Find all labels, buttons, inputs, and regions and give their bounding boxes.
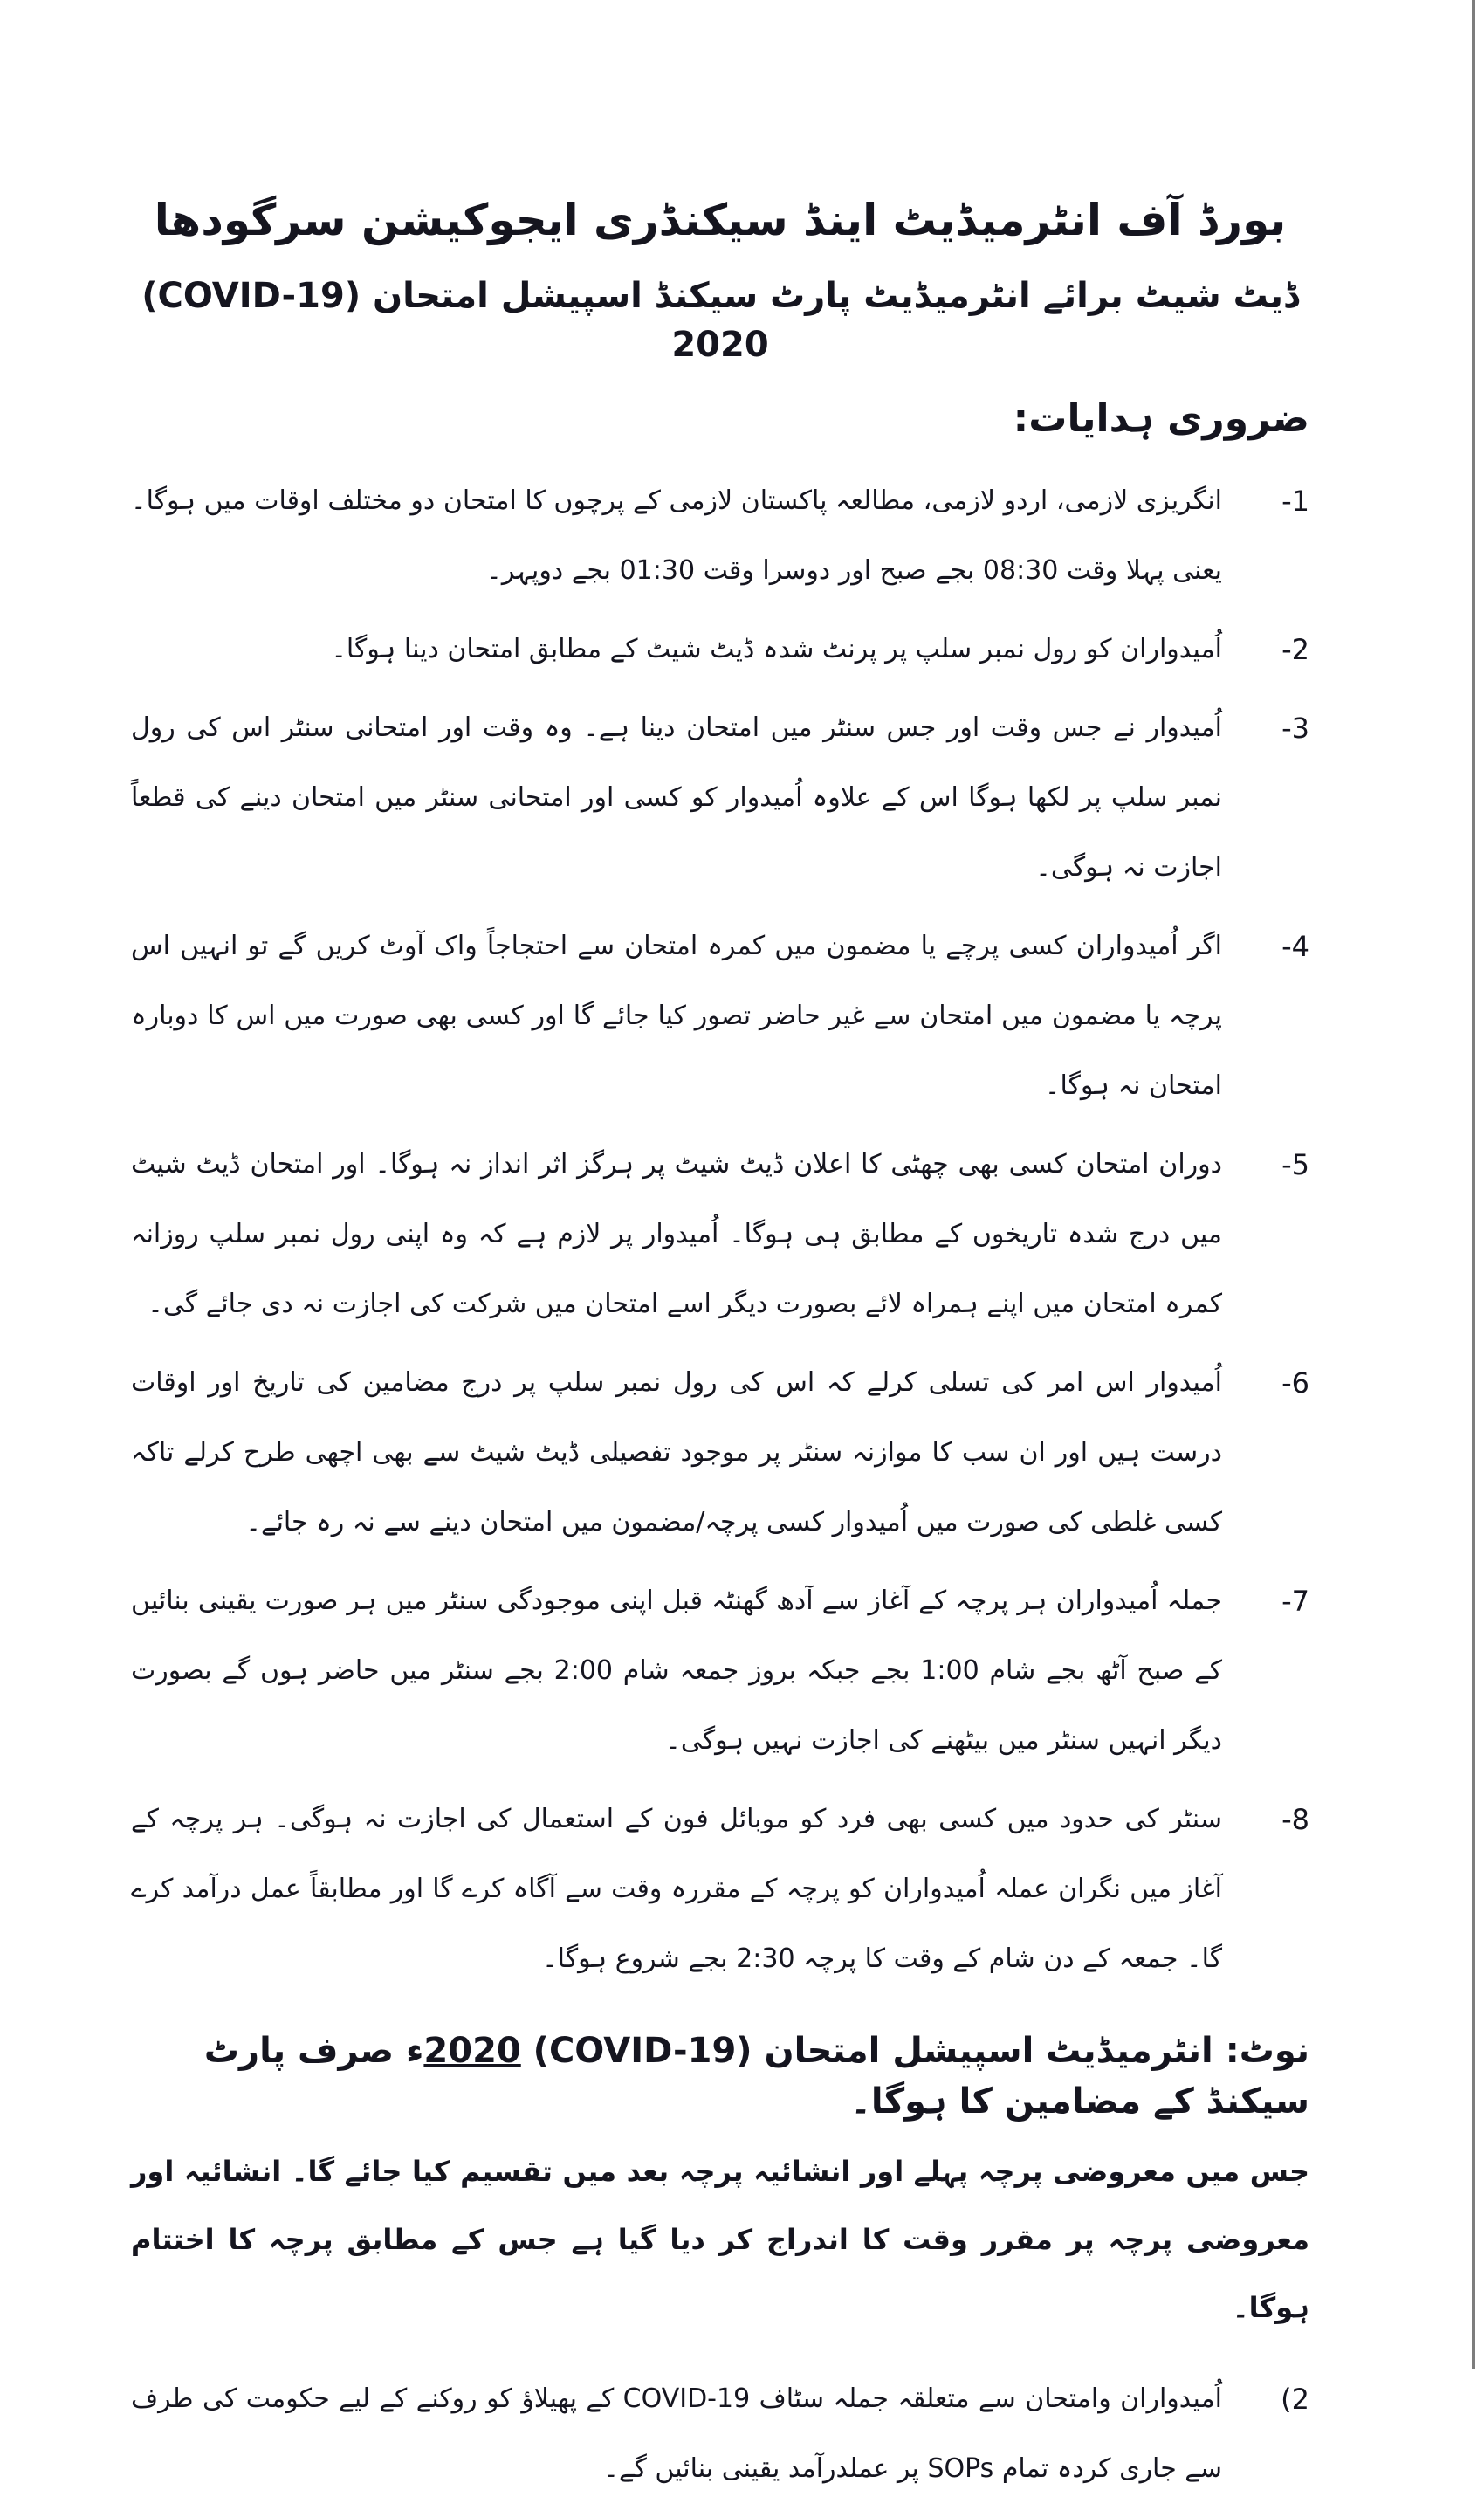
instruction-number: -6 bbox=[1281, 1366, 1309, 1400]
page-edge-line bbox=[1472, 0, 1475, 2369]
instructions-heading: ضروری ہدایات: bbox=[1013, 396, 1309, 441]
instruction-item-6 bbox=[131, 1348, 1309, 1558]
instruction-item-4 bbox=[131, 911, 1309, 1121]
instruction-number: -2 bbox=[1281, 633, 1309, 667]
instruction-text: سنٹر کی حدود میں کسی بھی فرد کو موبائل فون کے استعمال کی اجازت نہ ہوگی۔ ہر پرچہ کے آغاز میں نگران عملہ اُمیدواران کو پرچہ کے مقررہ وقت سے آگاہ کرے گا اور مطابقاً عمل درآمد کرے گا۔ جمعہ کے دن شام کے وقت کا پرچہ 2:30 بجے شروع ہوگا۔ bbox=[131, 1804, 1222, 1975]
instruction-text: اُمیدوار اس امر کی تسلی کرلے کہ اس کی رول نمبر سلپ پر درج مضامین کی تاریخ اور اوقات درست ہیں اور ان سب کا موازنہ سنٹر پر موجود تفصیلی ڈیٹ شیٹ سے بھی اچھی طرح کرلے تاکہ کسی غلطی کی صورت میں اُمیدوار کسی پرچہ/مضمون میں امتحان دینے سے نہ رہ جائے۔ bbox=[131, 1367, 1222, 1538]
note-paragraph: جس میں معروضی پرچہ پہلے اور انشائیہ پرچہ بعد میں تقسیم کیا جائے گا۔ انشائیہ اور معروضی پرچہ پر مقرر وقت کا اندراج کر دیا گیا ہے جس کے مطابق پرچہ کا اختتام ہوگا۔ bbox=[131, 2155, 1309, 2325]
footer-item-text: اُمیدواران وامتحان سے متعلقہ جملہ سٹاف COVID-19 کے پھیلاؤ کو روکنے کے لیے حکومت کی طرف سے جاری کردہ تمام SOPs پر عملدرآمد یقینی بنائیں گے۔ bbox=[131, 2384, 1222, 2485]
instruction-text: دوران امتحان کسی بھی چھٹی کا اعلان ڈیٹ شیٹ پر ہرگز اثر انداز نہ ہوگا۔ اور امتحان ڈیٹ شیٹ میں درج شدہ تاریخوں کے مطابق ہی ہوگا۔ اُمیدوار پر لازم ہے کہ وہ اپنی رول نمبر سلپ روزانہ کمرہ امتحان میں اپنے ہمراہ لائے بصورت دیگر اسے امتحان میں شرکت کی اجازت نہ دی جائے گی۔ bbox=[131, 1149, 1222, 1320]
instruction-text: اُمیدواران کو رول نمبر سلپ پر پرنٹ شدہ ڈیٹ شیٹ کے مطابق امتحان دینا ہوگا۔ bbox=[331, 634, 1222, 665]
date-sheet-document bbox=[131, 192, 1309, 2485]
instruction-number: -7 bbox=[1281, 1585, 1309, 1619]
instruction-item-7 bbox=[131, 1566, 1309, 1776]
instruction-text: اُمیدوار نے جس وقت اور جس سنٹر میں امتحان دینا ہے۔ وہ وقت اور امتحانی سنٹر اس کی رول نمبر سلپ پر لکھا ہوگا اس کے علاوہ اُمیدوار کو کسی اور امتحانی سنٹر میں امتحان دینے کی قطعاً اجازت نہ ہوگی۔ bbox=[131, 712, 1222, 884]
instruction-number: -8 bbox=[1281, 1803, 1309, 1837]
instruction-item-3 bbox=[131, 693, 1309, 903]
note-line-part1: انٹرمیڈیٹ اسپیشل امتحان (COVID-19) bbox=[532, 2031, 1213, 2072]
date-sheet-subtitle: ڈیٹ شیٹ برائے انٹرمیڈیٹ پارٹ سیکنڈ اسپیشل امتحان (COVID-19) 2020 bbox=[141, 276, 1299, 365]
footer-item-number: (2 bbox=[1281, 2383, 1309, 2417]
note-line-part2: ء صرف پارٹ سیکنڈ کے مضامین کا ہوگا۔ bbox=[203, 2031, 1309, 2122]
footer-item-2 bbox=[131, 2364, 1309, 2504]
instruction-text: جملہ اُمیدواران ہر پرچہ کے آغاز سے آدھ گھنٹہ قبل اپنی موجودگی سنٹر میں ہر صورت یقینی بنائیں کے صبح آٹھ بجے شام 1:00 بجے جبکہ بروز جمعہ شام 2:00 بجے سنٹر میں حاضر ہوں گے بصورت دیگر انہیں سنٹر میں بیٹھنے کی اجازت نہیں ہوگی۔ bbox=[131, 1586, 1222, 1757]
instruction-number: -1 bbox=[1281, 485, 1309, 519]
instruction-text: اگر اُمیدواران کسی پرچے یا مضمون میں کمرہ امتحان سے احتجاجاً واک آوٹ کریں گے تو انہیں اس پرچہ یا مضمون میں امتحان سے غیر حاضر تصور کیا جائے گا اور کسی بھی صورت میں اس کا دوبارہ امتحان نہ ہوگا۔ bbox=[131, 931, 1222, 1102]
note-year: 2020 bbox=[423, 2031, 521, 2072]
instruction-item-5 bbox=[131, 1130, 1309, 1339]
note-section bbox=[131, 2026, 1309, 2504]
instructions-list bbox=[131, 466, 1309, 1994]
instruction-number: -5 bbox=[1281, 1148, 1309, 1182]
instruction-item-8 bbox=[131, 1785, 1309, 1994]
instruction-text: انگریزی لازمی، اردو لازمی، مطالعہ پاکستان لازمی کے پرچوں کا امتحان دو مختلف اوقات میں ہوگا۔ یعنی پہلا وقت 08:30 بجے صبح اور دوسرا وقت 01:30 بجے دوپہر۔ bbox=[131, 485, 1222, 587]
note-heading-line bbox=[131, 2026, 1309, 2127]
instruction-item-2 bbox=[131, 615, 1309, 684]
instruction-item-1 bbox=[131, 466, 1309, 606]
instruction-number: -3 bbox=[1281, 712, 1309, 746]
board-title: بورڈ آف انٹرمیڈیٹ اینڈ سیکنڈری ایجوکیشن سرگودھا bbox=[154, 195, 1287, 245]
instruction-number: -4 bbox=[1281, 930, 1309, 964]
note-prefix: نوٹ: bbox=[1225, 2031, 1309, 2072]
